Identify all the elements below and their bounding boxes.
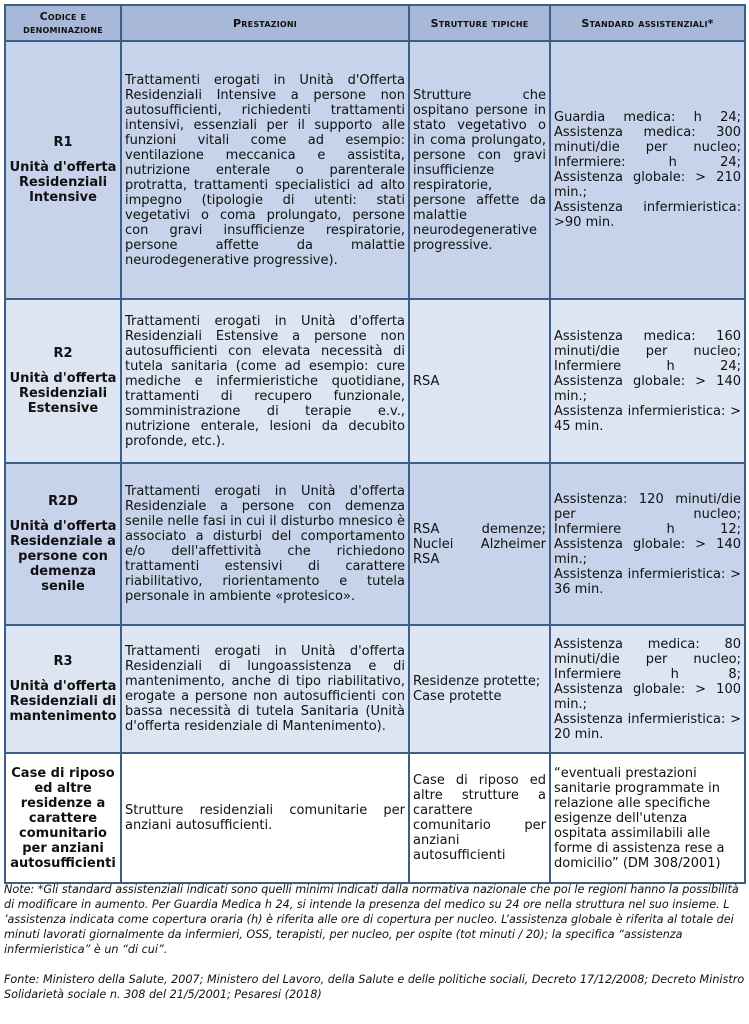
standard-line: Assistenza infermieristica: >90 min. xyxy=(554,200,741,230)
services-table xyxy=(4,4,746,884)
row-code-cell xyxy=(5,753,121,883)
row-code-cell xyxy=(5,463,121,625)
standard-line: Assistenza globale: > 100 min.; xyxy=(554,681,741,712)
table-row xyxy=(5,299,745,463)
standard-line: Infermiere h 8; xyxy=(554,666,741,682)
row-name: Unità d'offerta Residenziali Intensive xyxy=(9,160,117,205)
standard-line: Assistenza infermieristica: > 36 min. xyxy=(554,566,741,597)
standard-line: Infermiere: h 24; xyxy=(554,155,741,170)
table-notes xyxy=(4,882,745,1002)
row-standard xyxy=(550,41,745,299)
row-prestazioni: Trattamenti erogati in Unità d'Offerta Residenziali Intensive a persone non autosufficienti, richiedenti trattamenti intensivi, essenziali per il supporto alle funzioni vitali come ad esempio: ventilazione meccanica e assistita, nutrizione enterale o parenterale protratta, trattamenti specialistici ad alto impegno (tipologie di utenti: stati vegetativi o coma prolungato, persone con gravi insufficienze respiratorie, persone affette da malattie neurodegenerative progressive). xyxy=(121,41,409,299)
note-text: Note: *Gli standard assistenziali indicati sono quelli minimi indicati dalla normativa nazionale che poi le regioni hanno la possibilità di modificare in aumento. Per Guardia Medica h 24, si intende la presenza del medico su 24 ore nella struttura nel suo insieme. L ’assistenza indicata come copertura oraria (h) è riferita alle ore di copertura per nucleo. L’assistenza globale è riferita al totale dei minuti lavorati giornalmente da infermieri, OSS, terapisti, per nucleo, per ospite (tot minuti / 20); la specifica “assistenza infermieristica” è un “di cui”. xyxy=(4,883,739,956)
row-standard xyxy=(550,753,745,883)
standard-line: Infermiere h 24; xyxy=(554,358,741,374)
row-code: R2D xyxy=(48,494,78,509)
table-row xyxy=(5,463,745,625)
row-standard xyxy=(550,625,745,753)
row-prestazioni: Trattamenti erogati in Unità d'offerta Residenziali di lungoassistenza e di mantenimento, anche di tipo riabilitativo, erogate a persone non autosufficienti con bassa necessità di tutela Sanitaria (Unità d'offerta residenziale di Mantenimento). xyxy=(121,625,409,753)
row-standard xyxy=(550,299,745,463)
row-strutture: RSA demenze; Nuclei Alzheimer RSA xyxy=(409,463,550,625)
standard-line: Assistenza globale: > 140 min.; xyxy=(554,373,741,404)
row-code-cell xyxy=(5,625,121,753)
standard-line: Guardia medica: h 24; xyxy=(554,110,741,125)
row-strutture: Strutture che ospitano persone in stato vegetativo o in coma prolungato, persone con gravi insufficienze respiratorie, persone affette da malattie neurodegenerative progressive. xyxy=(409,41,550,299)
standard-line: Infermiere h 12; xyxy=(554,521,741,537)
row-standard xyxy=(550,463,745,625)
header-codice: Codice e denominazione xyxy=(5,5,121,41)
standard-line: Assistenza infermieristica: > 20 min. xyxy=(554,711,741,742)
row-prestazioni: Strutture residenziali comunitarie per anziani autosufficienti. xyxy=(121,753,409,883)
standard-line: “eventuali prestazioni sanitarie programmate in relazione alle specifiche esigenze dell'utenza ospitata assimilabili alle forme di assistenza rese a domicilio” (DM 308/2001) xyxy=(554,765,725,871)
row-name: Unità d'offerta Residenziali di mantenimento xyxy=(9,679,117,724)
row-name: Unità d'offerta Residenziali Estensive xyxy=(9,371,117,416)
table-row xyxy=(5,625,745,753)
row-name: Case di riposo ed altre residenze a carattere comunitario per anziani autosufficienti xyxy=(10,765,116,871)
source-text: Fonte: Ministero della Salute, 2007; Ministero del Lavoro, della Salute e delle politiche sociali, Decreto 17/12/2008; Decreto Ministro Solidarietà sociale n. 308 del 21/5/2001; Pesaresi (2018) xyxy=(4,973,745,1001)
standard-line: Assistenza medica: 80 minuti/die per nucleo; xyxy=(554,636,741,667)
row-code-cell xyxy=(5,41,121,299)
row-prestazioni: Trattamenti erogati in Unità d'offerta Residenziale a persone con demenza senile nelle fasi in cui il disturbo mnesico è associato a disturbi del comportamento e/o dell'affettività che richiedono trattamenti estensivi di carattere riabilitativo, riorientamento e tutela personale in ambiente «protesico». xyxy=(121,463,409,625)
row-code: R2 xyxy=(53,346,73,361)
standard-line: Assistenza: 120 minuti/die per nucleo; xyxy=(554,491,741,522)
row-prestazioni: Trattamenti erogati in Unità d'offerta Residenziali Estensive a persone non autosufficienti con elevata necessità di tutela sanitaria (come ad esempio: cure mediche e infermieristiche quotidiane, trattamenti di recupero funzionale, somministrazione di terapie e.v., nutrizione enterale, lesioni da decubito profonde, etc.). xyxy=(121,299,409,463)
row-code-cell xyxy=(5,299,121,463)
standard-line: Assistenza infermieristica: > 45 min. xyxy=(554,403,741,434)
row-strutture: Case di riposo ed altre strutture a carattere comunitario per anziani autosufficienti xyxy=(409,753,550,883)
standard-line: Assistenza globale: > 210 min.; xyxy=(554,170,741,200)
standard-line: Assistenza medica: 160 minuti/die per nucleo; xyxy=(554,328,741,359)
row-name: Unità d'offerta Residenziale a persone con demenza senile xyxy=(9,519,117,594)
standard-line: Assistenza medica: 300 minuti/die per nucleo; xyxy=(554,125,741,155)
row-code: R1 xyxy=(53,135,73,150)
row-strutture: RSA xyxy=(409,299,550,463)
table-row xyxy=(5,753,745,883)
header-standard: Standard assistenziali* xyxy=(550,5,745,41)
standard-line: Assistenza globale: > 140 min.; xyxy=(554,536,741,567)
row-code: R3 xyxy=(53,654,73,669)
table-row xyxy=(5,41,745,299)
row-strutture: Residenze protette; Case protette xyxy=(409,625,550,753)
header-row xyxy=(5,5,745,41)
header-prestazioni: Prestazioni xyxy=(121,5,409,41)
header-strutture: Strutture tipiche xyxy=(409,5,550,41)
